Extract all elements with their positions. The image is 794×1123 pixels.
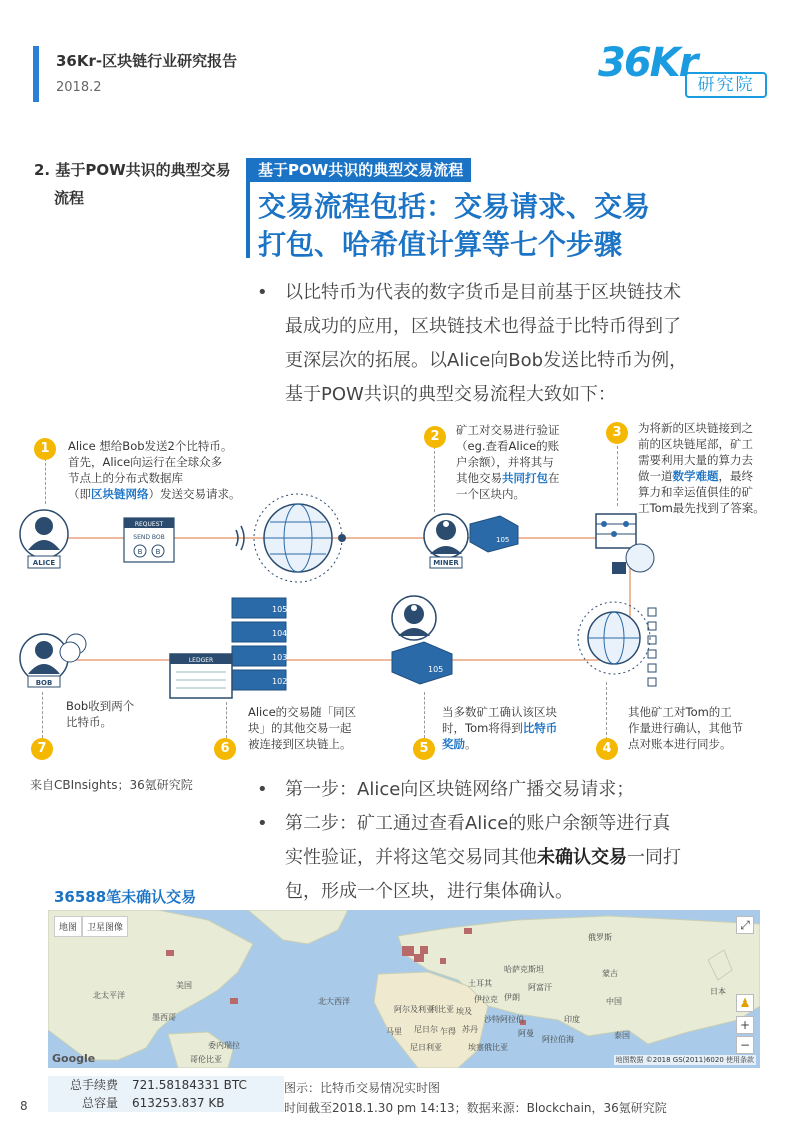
reward-block-number: 105: [428, 665, 444, 674]
map-label: 阿曼: [518, 1029, 534, 1038]
logo-research-institute: 研究院: [685, 72, 767, 98]
block-103: 103: [272, 653, 288, 662]
step-7-text: [66, 698, 166, 730]
miner-block: [470, 516, 518, 552]
network-globe-top: [254, 494, 346, 582]
step-3-line: 前的区块链尾部，矿工: [638, 437, 753, 451]
step-4-line: 作量进行确认，其他节: [628, 721, 743, 735]
step-5-bold: 比特币: [522, 721, 558, 735]
map-label: 阿尔及利亚: [394, 1005, 434, 1014]
map-label: 伊拉克: [474, 995, 498, 1004]
intro-line3: 更深层次的拓展。以Alice向Bob发送比特币为例，: [285, 350, 688, 371]
map-label: 尼日尔: [414, 1025, 438, 1034]
map-label: 委内瑞拉: [208, 1041, 240, 1050]
map-label: 印度: [564, 1015, 580, 1024]
step-6-text: [248, 704, 388, 752]
google-logo: Google: [52, 1052, 96, 1065]
step-3-line: 为将新的区块链接到之: [638, 421, 753, 435]
step-1-line: 节点上的分布式数据库: [68, 471, 183, 485]
map-label: 日本: [710, 987, 726, 996]
step-3-line: 需要利用大量的算力去: [638, 453, 753, 467]
step-6-line: 块」的其他交易一起: [248, 721, 352, 735]
map-label: 墨西哥: [152, 1013, 176, 1022]
pegman-icon[interactable]: ♟: [736, 994, 754, 1012]
bullet: •: [257, 282, 268, 303]
block-102: 102: [272, 677, 288, 686]
page-number: 8: [20, 1099, 28, 1113]
section-title-line1: 2. 基于POW共识的典型交易: [34, 161, 231, 179]
step-one-line: 第一步：Alice向区块链网络广播交易请求；: [285, 779, 635, 800]
reward-miner-avatar: [392, 596, 436, 640]
step-7-line: 比特币。: [66, 715, 112, 729]
map-caption: 图示：比特币交易情况实时图: [284, 1081, 441, 1095]
step-3-line: [638, 468, 784, 484]
step-5-badge: 5: [413, 738, 435, 760]
map-label: 美国: [176, 981, 192, 990]
step-7-badge: 7: [31, 738, 53, 760]
map-landmass: [48, 910, 760, 1068]
map-label: 中国: [606, 997, 622, 1006]
step1-connector: [45, 458, 46, 504]
step-1-badge: 1: [34, 438, 56, 460]
alice-label: ALICE: [32, 559, 56, 567]
map-label: 马里: [386, 1027, 402, 1036]
coin-b-1: B: [137, 548, 143, 556]
diagram-credit: 来自CBInsights；36氪研究院: [30, 778, 193, 792]
step5-connector: [424, 692, 425, 738]
block-105: 105: [272, 605, 288, 614]
intro-line2: 最成功的应用，区块链技术也得益于比特币得到了: [285, 316, 681, 337]
step-6-line: Alice的交易随「同区: [248, 705, 357, 719]
step-two-line1: 第二步：矿工通过查看Alice的账户余额等进行真: [285, 813, 671, 834]
bob-label: BOB: [35, 679, 53, 687]
stats-row: [48, 1076, 284, 1094]
step-2-pre: 其他交易: [456, 471, 502, 485]
step-4-line: 点对账本进行同步。: [628, 737, 732, 751]
step-3-post: ，最终: [718, 469, 753, 483]
step-5-line: 当多数矿工确认该区块: [442, 705, 557, 719]
fullscreen-icon[interactable]: ⤢: [736, 916, 754, 934]
step-two-pre: 实性验证，并将这笔交易同其他: [285, 847, 537, 868]
bullet: •: [257, 779, 268, 800]
step-3-line: 算力和幸运值俱佳的矿: [638, 485, 753, 499]
checklist-icon: [648, 608, 656, 686]
map-type-toggle: [54, 916, 128, 937]
coin-b-2: B: [155, 548, 161, 556]
step-2-line: [456, 470, 586, 486]
bob-avatar: [20, 634, 86, 687]
map-label: 哥伦比亚: [190, 1055, 222, 1064]
step-5-post: 。: [465, 737, 477, 751]
step-4-badge: 4: [596, 738, 618, 760]
headline-line2: 打包、哈希值计算等七个步骤: [258, 228, 623, 261]
step-2-text: [456, 422, 586, 502]
abacus-icon: [596, 514, 654, 574]
zoom-out-button[interactable]: −: [736, 1036, 754, 1054]
map-label: 泰国: [614, 1031, 630, 1040]
header-accent-bar: [33, 46, 39, 102]
zoom-in-button[interactable]: +: [736, 1016, 754, 1034]
world-map[interactable]: [48, 910, 760, 1068]
step-5-line: [442, 720, 582, 736]
step-4-line: 其他矿工对Tom的工: [628, 705, 732, 719]
step3-connector: [617, 446, 618, 506]
map-label: 乍得: [440, 1027, 456, 1036]
step-two-line3: 包，形成一个区块，进行集体确认。: [285, 881, 573, 902]
step-two-line2: [285, 841, 725, 875]
step-3-bold: 数学难题: [672, 469, 719, 483]
ledger-label: LEDGER: [188, 657, 214, 664]
map-label: 伊朗: [504, 993, 520, 1002]
step-two-bold: 未确认交易: [537, 847, 627, 868]
report-title: 36Kr-区块链行业研究报告: [56, 52, 238, 70]
step-1-text: [68, 438, 268, 502]
step-1-line: 首先，Alice向运行在全球众多: [68, 455, 223, 469]
map-label: 哈萨克斯坦: [504, 965, 544, 974]
step2-connector: [434, 446, 435, 512]
logo-36kr: 36Kr: [598, 40, 697, 86]
section-title: [34, 156, 244, 212]
intro-line1: 以比特币为代表的数字货币是目前基于区块链技术: [285, 282, 681, 303]
map-source: 时间截至2018.1.30 pm 14:13；数据来源：Blockchain，36氪研究院: [284, 1101, 667, 1115]
map-label: 埃塞俄比亚: [468, 1043, 508, 1052]
step-2-line: 户余额），并将其与: [456, 455, 554, 469]
stats-value: 613253.837 KB: [132, 1096, 225, 1110]
stats-row: [48, 1094, 284, 1112]
step-2-badge: 2: [424, 426, 446, 448]
map-label: 土耳其: [468, 979, 492, 988]
step-1-line: Alice 想给Bob发送2个比特币。: [68, 439, 233, 453]
headline: [258, 188, 738, 264]
step-2-line: （eg.查看Alice的账: [456, 439, 560, 453]
step-4-text: [628, 704, 768, 752]
step-1-post: ）发送交易请求。: [148, 487, 241, 501]
reward-block: [392, 642, 452, 684]
block-104: 104: [272, 629, 288, 638]
step-6-badge: 6: [214, 738, 236, 760]
step-3-line: 工Tom最先找到了答案。: [638, 501, 765, 515]
step-5-line: [442, 736, 582, 752]
intro-paragraph: [257, 276, 725, 412]
section-title-line2: 流程: [54, 189, 85, 207]
transaction-flow-diagram: [0, 412, 794, 772]
network-globe-right: [578, 602, 650, 674]
step-two-post: 一同打: [627, 847, 681, 868]
map-label: 埃及: [456, 1007, 472, 1016]
map-label: 阿富汗: [528, 983, 552, 992]
step-1-line: [68, 486, 268, 502]
satellite-view-button[interactable]: 卫星图像: [82, 916, 128, 937]
step-3-text: [638, 420, 784, 516]
map-view-button[interactable]: 地图: [54, 916, 82, 937]
step7-connector: [42, 692, 43, 738]
step-5-pre: 时，Tom将得到: [442, 721, 523, 735]
step-2-bold: 共同打包: [502, 471, 548, 485]
step-5-text: [442, 704, 582, 752]
map-label: 俄罗斯: [588, 933, 612, 942]
headline-line1: 交易流程包括：交易请求、交易: [258, 190, 651, 223]
stats-key: 总容量: [81, 1096, 118, 1110]
send-bob-label: SEND BOB: [133, 534, 165, 541]
step-one-paragraph: [257, 773, 725, 807]
request-label: REQUEST: [134, 521, 164, 528]
report-date: 2018.2: [56, 80, 102, 95]
step4-connector: [606, 682, 607, 740]
map-label: 沙特阿拉伯: [484, 1015, 524, 1024]
step-5-bold2: 奖励: [442, 737, 465, 751]
step-6-line: 被连接到区块链上。: [248, 737, 352, 751]
map-label: 北大西洋: [318, 997, 350, 1006]
step-2-line: 一个区块内。: [456, 487, 525, 501]
section-tag: 基于POW共识的典型交易流程: [250, 158, 471, 182]
map-label: 蒙古: [602, 969, 618, 978]
step-2-line: 矿工对交易进行验证: [456, 423, 560, 437]
step6-connector: [226, 702, 227, 738]
stats-value: 721.58184331 BTC: [132, 1078, 247, 1092]
stats-key: 总手续费: [69, 1078, 118, 1092]
map-attribution[interactable]: 地图数据 ©2018 GS(2011)6020 使用条款: [615, 1056, 754, 1064]
map-label: 利比亚: [430, 1005, 454, 1014]
map-label: 苏丹: [462, 1025, 478, 1034]
bullet: •: [257, 813, 268, 834]
miner-block-number: 105: [496, 536, 510, 544]
step-3-pre: 做一道: [638, 469, 673, 483]
miner-label: MINER: [433, 559, 459, 567]
map-label: 尼日利亚: [410, 1043, 442, 1052]
step-two-paragraph: [257, 807, 725, 909]
step-1-bold: 区块链网络: [91, 487, 149, 501]
map-label: 北太平洋: [93, 991, 125, 1000]
transaction-stats: [48, 1076, 284, 1112]
step-3-badge: 3: [606, 422, 628, 444]
map-title: 36588笔未确认交易: [54, 888, 197, 906]
intro-line4: 基于POW共识的典型交易流程大致如下：: [285, 384, 616, 405]
step-1-pre: （即: [68, 487, 91, 501]
map-label: 阿拉伯海: [542, 1035, 574, 1044]
step-7-line: Bob收到两个: [66, 699, 135, 713]
step-2-post: 在: [548, 471, 560, 485]
